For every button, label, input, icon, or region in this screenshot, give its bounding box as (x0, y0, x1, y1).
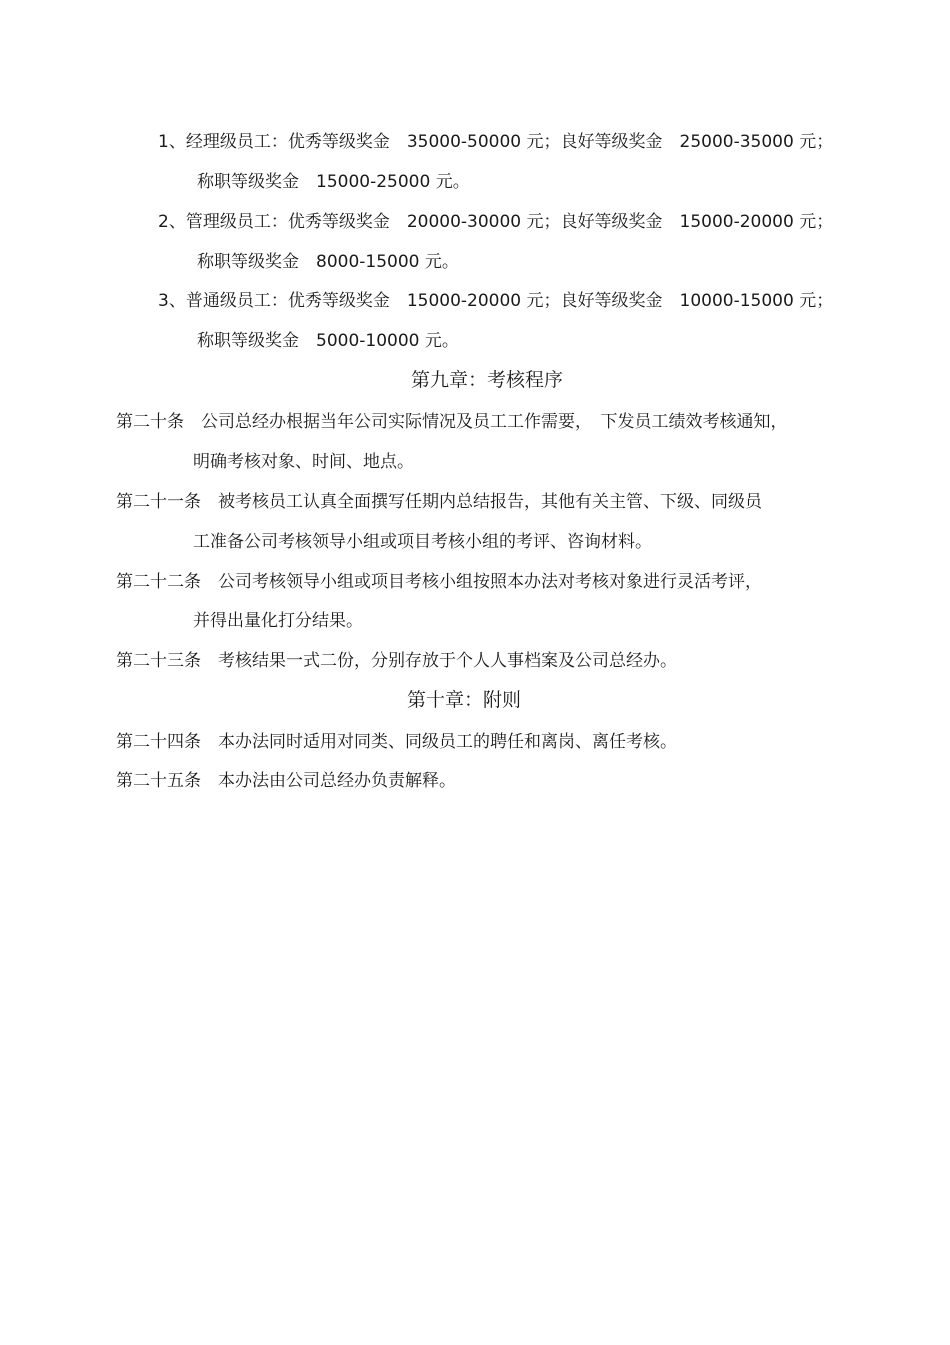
bonus-item-2-line1: 2、管理级员工：优秀等级奖金 20000-30000 元；良好等级奖金 15000-20000 元； (158, 212, 834, 232)
article-24-line1: 第二十四条 本办法同时适用对同类、同级员工的聘任和离岗、离任考核。 (116, 732, 677, 752)
article-25-line1: 第二十五条 本办法由公司总经办负责解释。 (116, 771, 456, 791)
article-22-line1: 第二十二条 公司考核领导小组或项目考核小组按照本办法对考核对象进行灵活考评， (116, 572, 762, 592)
article-23-line1: 第二十三条 考核结果一式二份，分别存放于个人人事档案及公司总经办。 (116, 651, 677, 671)
bonus-item-3-line1: 3、普通级员工：优秀等级奖金 15000-20000 元；良好等级奖金 10000-15000 元； (158, 291, 834, 311)
article-20-line2: 明确考核对象、时间、地点。 (193, 452, 414, 472)
bonus-item-1-line1: 1、经理级员工：优秀等级奖金 35000-50000 元；良好等级奖金 25000-35000 元； (158, 132, 834, 152)
bonus-item-3-line2: 称职等级奖金 5000-10000 元。 (197, 331, 459, 351)
chapter-9-heading: 第九章：考核程序 (411, 369, 564, 391)
chapter-10-heading: 第十章：附则 (407, 689, 522, 711)
bonus-item-1-line2: 称职等级奖金 15000-25000 元。 (197, 172, 470, 192)
article-22-line2: 并得出量化打分结果。 (193, 611, 363, 631)
bonus-item-2-line2: 称职等级奖金 8000-15000 元。 (197, 252, 459, 272)
article-21-line2: 工准备公司考核领导小组或项目考核小组的考评、咨询材料。 (193, 532, 652, 552)
article-21-line1: 第二十一条 被考核员工认真全面撰写任期内总结报告，其他有关主管、下级、同级员 (116, 492, 762, 512)
article-20-line1: 第二十条 公司总经办根据当年公司实际情况及员工工作需要， 下发员工绩效考核通知， (116, 412, 788, 432)
